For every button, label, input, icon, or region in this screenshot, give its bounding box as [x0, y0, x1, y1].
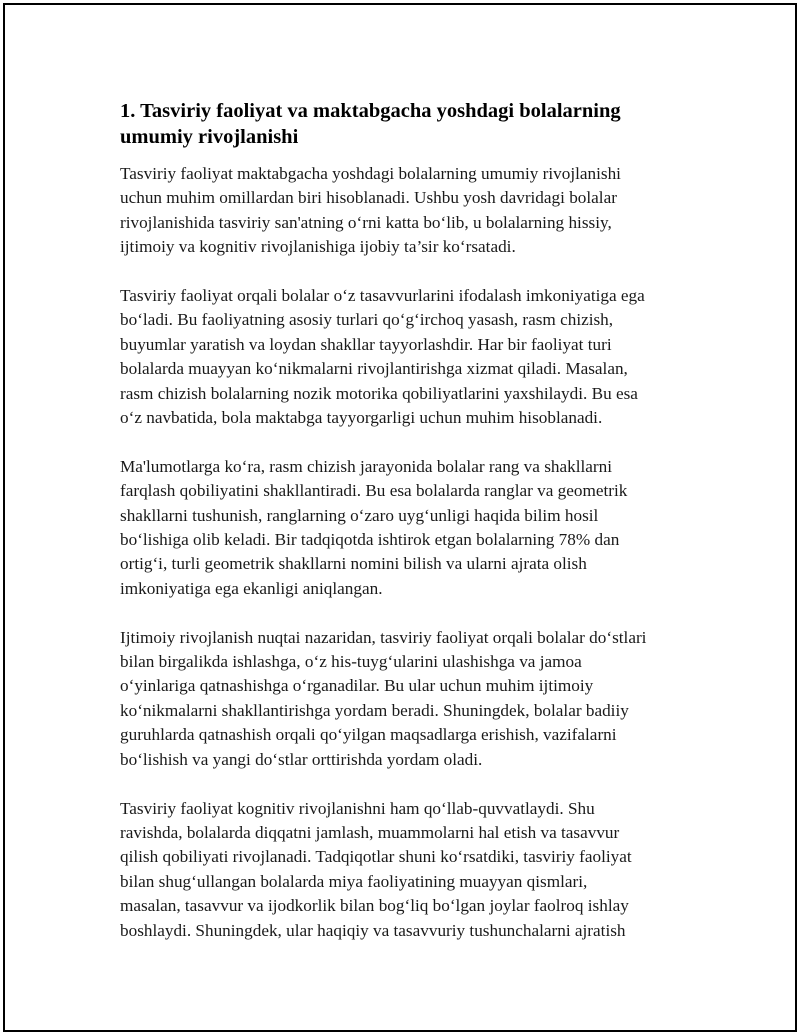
text-line: Tasviriy faoliyat kognitiv rivojlanishni ham qo‘llab-quvvatlaydi. Shu	[120, 798, 595, 818]
text-line: ortig‘i, turli geometrik shakllarni nomini bilish va ularni ajrata olish	[120, 554, 587, 574]
text-line: bo‘lishish va yangi do‘stlar orttirishda yordam oladi.	[120, 749, 483, 769]
text-line: ijtimoiy va kognitiv rivojlanishiga ijobiy ta’sir ko‘rsatadi.	[120, 237, 516, 257]
heading-line: umumiy rivojlanishi	[120, 126, 299, 148]
text-line: ko‘nikmalarni shakllantirishga yordam beradi. Shuningdek, bolalar badiiy	[120, 700, 629, 720]
text-line: ravishda, bolalarda diqqatni jamlash, muammolarni hal etish va tasavvur	[120, 822, 620, 842]
text-line: Tasviriy faoliyat orqali bolalar o‘z tasavvurlarini ifodalash imkoniyatiga ega	[120, 286, 645, 306]
text-line: imkoniyatiga ega ekanligi aniqlangan.	[120, 578, 383, 598]
text-line: farqlash qobiliyatini shakllantiradi. Bu esa bolalarda ranglar va geometrik	[120, 481, 628, 501]
section-heading	[120, 98, 700, 150]
text-line: Ijtimoiy rivojlanish nuqtai nazaridan, tasviriy faoliyat orqali bolalar do‘stlari	[120, 627, 647, 647]
text-line: bo‘ladi. Bu faoliyatning asosiy turlari qo‘g‘irchoq yasash, rasm chizish,	[120, 310, 614, 330]
text-line: buyumlar yaratish va loydan shakllar tayyorlashdir. Har bir faoliyat turi	[120, 334, 612, 354]
text-line: qilish qobiliyati rivojlanadi. Tadqiqotlar shuni ko‘rsatdiki, tasviriy faoliyat	[120, 847, 632, 867]
paragraph-3	[120, 455, 700, 601]
text-line: o‘z navbatida, bola maktabga tayyorgarligi uchun muhim hisoblanadi.	[120, 408, 603, 428]
text-line: Tasviriy faoliyat maktabgacha yoshdagi bolalarning umumiy rivojlanishi	[120, 164, 621, 183]
paragraph-5	[120, 797, 700, 943]
text-line: Ma'lumotlarga ko‘ra, rasm chizish jarayonida bolalar rang va shakllarni	[120, 456, 612, 476]
text-line: masalan, tasavvur va ijodkorlik bilan bog‘liq bo‘lgan joylar faolroq ishlay	[120, 896, 629, 916]
text-line: uchun muhim omillardan biri hisoblanadi. Ushbu yosh davridagi bolalar	[120, 188, 617, 208]
paragraph-2	[120, 284, 700, 430]
document-body	[120, 98, 700, 967]
text-line: rivojlanishida tasviriy san'atning o‘rni katta bo‘lib, u bolalarning hissiy,	[120, 212, 612, 232]
text-line: bilan shug‘ullangan bolalarda miya faoliyatining muayyan qismlari,	[120, 871, 588, 891]
text-line: rasm chizish bolalarning nozik motorika qobiliyatlarini yaxshilaydi. Bu esa	[120, 383, 638, 403]
text-line: shakllarni tushunish, ranglarning o‘zaro uyg‘unligi haqida bilim hosil	[120, 505, 599, 525]
paragraph-1	[120, 162, 700, 260]
document-page	[3, 3, 797, 1032]
text-line: o‘yinlariga qatnashishga o‘rganadilar. Bu ular uchun muhim ijtimoiy	[120, 676, 594, 696]
text-line: bolalarda muayyan ko‘nikmalarni rivojlantirishga xizmat qiladi. Masalan,	[120, 359, 628, 379]
text-line: boshlaydi. Shuningdek, ular haqiqiy va tasavvuriy tushunchalarni ajratish	[120, 920, 626, 940]
text-line: guruhlarda qatnashish orqali qo‘yilgan maqsadlarga erishish, vazifalarni	[120, 725, 617, 745]
heading-line: 1. Tasviriy faoliyat va maktabgacha yoshdagi bolalarning	[120, 100, 621, 122]
text-line: bilan birgalikda ishlashga, o‘z his-tuyg‘ularini ulashishga va jamoa	[120, 652, 582, 672]
text-line: bo‘lishiga olib keladi. Bir tadqiqotda ishtirok etgan bolalarning 78% dan	[120, 530, 620, 550]
paragraph-4	[120, 626, 700, 772]
